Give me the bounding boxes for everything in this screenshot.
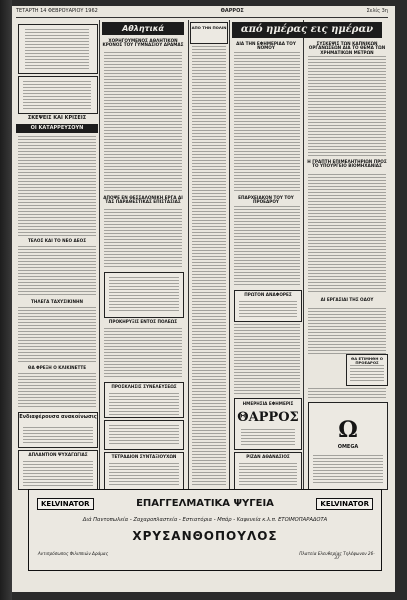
- header-page: Σελίς 3η: [366, 8, 388, 14]
- tharros-sub: ΗΜΕΡΗΣΙΑ ΕΦΗΜΕΡΙΣ: [242, 401, 294, 406]
- header-date: ΤΕΤΑΡΤΗ 14 ΦΕΒΡΟΥΑΡΙΟΥ 1962: [16, 8, 98, 14]
- left-top-notice: [18, 24, 98, 74]
- left-heading-1: ΣΚΕΨΕΙΣ ΚΑΙ ΚΡΙΣΕΙΣ: [27, 115, 87, 121]
- middle-headline-3: ΠΡΟΚΗΡΥΞΙΣ ΕΝΤΟΣ ΠΟΛΕΩΣ: [108, 319, 178, 324]
- center-headline-3: ΠΡΩΤΟΝ ΑΝΑΦΟΡΕΣ: [244, 292, 292, 297]
- fridge-footer-right: Πλατεία Ελευθερίας Τηλέφωνον 26-37: [299, 551, 375, 561]
- right-headline-2: Η ΓΡΑΠΤΗ ΕΠΙΜΕΛΗΤΗΡΙΩΝ ΠΡΟΣ ΤΟ ΥΠΟΥΡΓΕΙΟ ΒΙΟΜΗΧΑΝΙΑΣ: [307, 159, 387, 169]
- middle-headline-4: ΠΡΟΣΚΛΗΣΙΣ ΣΥΝΕΛΕΥΣΕΩΣ: [111, 384, 177, 389]
- fridge-ad: [28, 489, 382, 571]
- left-bottom-box: [18, 450, 98, 490]
- interesting-announcement: [18, 412, 98, 448]
- kelvinator-logo-left: KELVINATOR: [37, 498, 94, 510]
- middle-notice-2: [104, 382, 184, 418]
- left-sub-1: ΤΕΛΟΣ ΚΑΙ ΤΟ ΝΕΟ ΔΕΟΣ: [27, 238, 87, 243]
- left-notice-2: [18, 76, 98, 114]
- center-headline-2: ΕΠΑΡΧΕΙΑΚΟΝ ΤΟΥ ΤΟΥ ΠΡΟΕΔΡΟΥ: [238, 195, 294, 205]
- left-sub-2: ΤΗΛΕΓΑ ΤΑΧΥΣΙΚΙΝΗΝ: [31, 299, 83, 304]
- city-section-box: [190, 22, 228, 44]
- middle-headline-5: ΤΕΤΡΑΔΙΟΝ ΣΥΝΤΑΞΙΟΥΧΩΝ: [111, 454, 177, 459]
- fridge-footer-left: Αντιπρόσωπος Φιλιππιών Δράμας: [37, 551, 109, 556]
- interesting-title: Ενδιαφέρουσα ανακοίνωσις: [19, 414, 97, 420]
- tharros-ad: [234, 398, 302, 450]
- middle-notice-4: [104, 452, 184, 490]
- center-headline-4: ΡΙΖΑΝ ΑΘΑΝΑΣΙΟΣ: [246, 454, 290, 459]
- kelvinator-logo-right: KELVINATOR: [316, 498, 373, 510]
- left-bottom-title: ΑΠΛΑΝΤΙΟΝ ΨΥΧΑΓΩΓΙΑΣ: [28, 452, 88, 457]
- fridge-title: ΕΠΑΓΓΕΛΜΑΤΙΚΑ ΨΥΓΕΙΑ: [136, 498, 274, 509]
- binding-gutter: [0, 0, 12, 600]
- omega-ad: [308, 402, 388, 490]
- sports-headline-2: ΑΠΟΨΕ ΕΝ ΘΕΣΣΑΛΟΝΙΚΗ ΕΡΓΑ ΔΙ ΤΑΣ ΠΑΡΑΘΕΣΤΙΚΑΣ ΕΠΙΣΤΑΣΙΑΣ: [103, 195, 183, 205]
- fridge-dealer-name: ΧΡΥΣΑΝΘΟΠΟΥΛΟΣ: [132, 529, 278, 543]
- omega-name: OMEGA: [337, 444, 359, 450]
- center-headline-1: ΔΙΑ ΤΗΝ ΕΦΗΜΕΡΙΔΑ ΤΟΥ ΝΟΜΟΥ: [236, 41, 296, 51]
- page-header: [16, 6, 388, 16]
- city-section-title: ΑΠΟ ΤΗΝ ΠΟΛΙΝ: [191, 25, 227, 30]
- tharros-title: ΘΑΡΡΟΣ: [237, 410, 299, 425]
- right-headline-1: ΣΥΣΚΕΨΙΣ ΤΩΝ ΚΑΠΝΙΚΩΝ ΟΡΓΑΝΩΣΕΩΝ ΔΙΑ ΤΟ ΘΕΜΑ ΤΩΝ ΧΡΗΜΑΤΙΚΩΝ ΜΕΤΡΩΝ: [308, 41, 386, 55]
- omega-symbol: Ω: [338, 417, 358, 443]
- middle-notice: [104, 272, 184, 318]
- middle-notice-3: [104, 420, 184, 450]
- newspaper-page: [12, 6, 395, 592]
- athletics-banner: Αθλητικά: [102, 22, 184, 35]
- right-headline-4: ΘΑ ΕΤΙΜΗΘΗ Ο ΠΡΟΕΔΡΟΣ: [351, 356, 383, 365]
- daily-banner: από ημέρας εις ημέραν: [232, 22, 382, 38]
- center-box-1: [234, 290, 302, 322]
- right-small-box: [346, 354, 388, 386]
- left-sub-3: ΘΑ ΦΡΕΞΗ Ο ΚΛΙΚΙΝΕΤΤΕ: [27, 365, 87, 370]
- sports-headline: ΧΟΡΗΓΟΥΜΕΝΟΣ ΑΘΛΗΤΙΚΟΝ ΚΡΟΝΟΣ ΤΟΥ ΓΥΜΝΑΣΙΟΥ ΔΡΑΜΑΣ: [102, 38, 184, 48]
- right-headline-3: ΑΙ ΕΡΓΑΣΙΑΙ ΤΗΣ ΟΔΟΥ: [320, 297, 374, 302]
- header-title: ΘΑΡΡΟΣ: [220, 8, 244, 14]
- left-heading-2: ΟΙ ΚΑΤΑΡΡΕΥΣΟΥΝ: [16, 124, 98, 133]
- center-box-2: [234, 452, 302, 490]
- fridge-subtitle: Διά Παντοπωλεία - Ζαχαροπλαστεία - Εστιατόρια - Μπάρ - Καφενεία κ.λ.π. ΕΤΟΙΜΟΠΑΡΑΔΟΤΑ: [82, 517, 328, 523]
